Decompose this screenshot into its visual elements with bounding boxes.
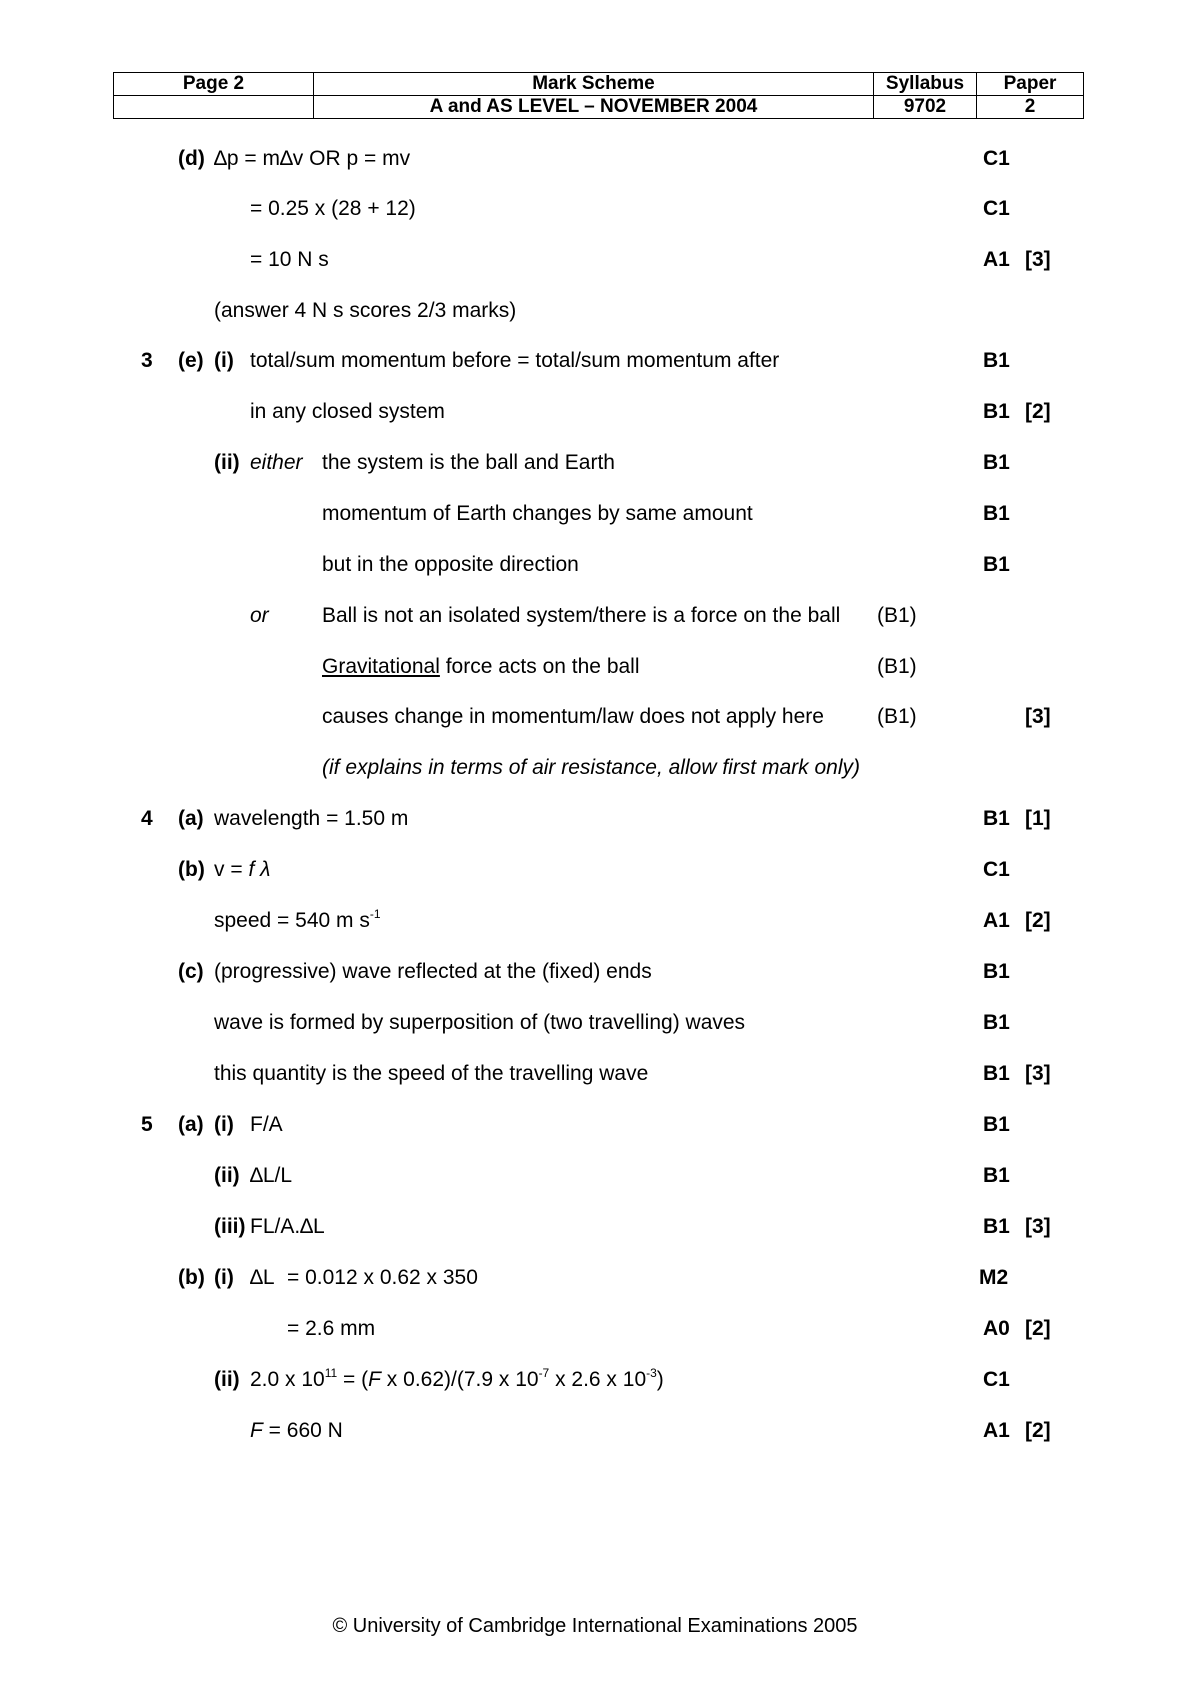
answer-text: v = [214,858,249,881]
question-number: 3 [141,349,153,372]
delta-l-symbol: ∆L [250,1266,275,1289]
subpart-label: (i) [214,1266,234,1289]
answer-line: F/A [250,1113,283,1136]
page-number: Page 2 [114,73,314,96]
subpart-label: (ii) [214,451,240,474]
part-label: (a) [178,1113,204,1136]
paper-label: Paper [977,73,1084,96]
answer-line: wavelength = 1.50 m [214,807,409,830]
total-mark: [2] [1025,1317,1051,1340]
mark: B1 [983,1215,1010,1238]
exponent: -3 [646,1366,657,1380]
mark: C1 [983,858,1010,881]
answer-line: = 0.012 x 0.62 x 350 [287,1266,478,1289]
wavelength-symbol: λ [260,858,271,881]
subpart-label: (ii) [214,1368,240,1391]
mark: A1 [983,248,1010,271]
mark: M2 [979,1266,1009,1289]
answer-line: the system is the ball and Earth [322,451,615,474]
answer-line: ∆L/L [250,1164,293,1187]
answer-line: causes change in momentum/law does not apply here [322,705,824,728]
question-number: 5 [141,1113,153,1136]
alt-mark: (B1) [877,604,917,627]
exponent: -7 [538,1366,550,1380]
answer-line: wave is formed by superposition of (two travelling) waves [214,1011,746,1034]
answer-text: speed = 540 m s [214,909,370,932]
answer-text: force acts on the ball [439,655,640,678]
answer-line: this quantity is the speed of the travelling wave [214,1062,649,1085]
force-symbol: F [250,1419,263,1442]
answer-line [214,908,381,934]
answer-line [322,654,640,680]
mark: B1 [983,1113,1010,1136]
answer-line: but in the opposite direction [322,553,579,576]
answer-text: 2.0 x 10 [250,1368,325,1391]
answer-line: = 0.25 x (28 + 12) [250,197,416,220]
mark: C1 [983,197,1010,220]
answer-text: = ( [337,1368,369,1391]
answer-line [214,857,270,883]
answer-text: = 660 N [262,1419,343,1442]
subpart-label: (ii) [214,1164,240,1187]
answer-line: in any closed system [250,400,445,423]
answer-line: total/sum momentum before = total/sum momentum after [250,349,780,372]
underlined-keyword: Gravitational [322,655,440,678]
answer-text: x 2.6 x 10 [549,1368,647,1391]
mark: C1 [983,147,1010,170]
mark: A1 [983,909,1010,932]
part-label: (d) [178,147,205,170]
syllabus-code: 9702 [874,96,977,119]
answer-text: ) [656,1368,664,1391]
marking-note: (answer 4 N s scores 2/3 marks) [214,299,517,322]
document-subtitle: A and AS LEVEL – NOVEMBER 2004 [314,96,874,119]
answer-line: momentum of Earth changes by same amount [322,502,753,525]
frequency-symbol: f [248,858,255,881]
total-mark: [1] [1025,807,1051,830]
marking-note: (if explains in terms of air resistance, allow first mark only) [322,756,860,779]
exponent: 11 [324,1366,338,1380]
total-mark: [2] [1025,400,1051,423]
total-mark: [3] [1025,1062,1051,1085]
mark: B1 [983,1011,1010,1034]
mark: C1 [983,1368,1010,1391]
syllabus-label: Syllabus [874,73,977,96]
paper-number: 2 [977,96,1084,119]
mark: A1 [983,1419,1010,1442]
part-label: (b) [178,1266,205,1289]
answer-line [250,1367,664,1393]
copyright-footer: © University of Cambridge International Examinations 2005 [332,1615,858,1637]
mark: B1 [983,502,1010,525]
total-mark: [2] [1025,909,1051,932]
part-label: (b) [178,858,205,881]
alt-mark: (B1) [877,655,917,678]
answer-line: = 10 N s [250,248,329,271]
document-title: Mark Scheme [314,73,874,96]
mark: B1 [983,807,1010,830]
part-label: (c) [178,960,204,983]
answer-text: x 0.62)/(7.9 x 10 [380,1368,539,1391]
subpart-label: (i) [214,349,234,372]
mark: B1 [983,960,1010,983]
alternative-label: either [250,451,303,474]
mark: B1 [983,349,1010,372]
force-symbol: F [368,1368,381,1391]
subpart-label: (iii) [214,1215,246,1238]
mark: A0 [983,1317,1010,1340]
answer-line: ∆p = m∆v OR p = mv [214,147,411,170]
answer-line [250,1418,343,1444]
header-table [113,72,1084,119]
question-number: 4 [141,807,153,830]
mark: B1 [983,451,1010,474]
mark: B1 [983,1164,1010,1187]
part-label: (e) [178,349,204,372]
exponent: -1 [369,907,381,921]
alternative-label: or [250,604,269,627]
answer-line: FL/A.∆L [250,1215,325,1238]
total-mark: [3] [1025,1215,1051,1238]
subpart-label: (i) [214,1113,234,1136]
mark: B1 [983,553,1010,576]
alt-mark: (B1) [877,705,917,728]
answer-line: = 2.6 mm [287,1317,376,1340]
mark: B1 [983,1062,1010,1085]
total-mark: [3] [1025,705,1051,728]
total-mark: [2] [1025,1419,1051,1442]
total-mark: [3] [1025,248,1051,271]
answer-line: (progressive) wave reflected at the (fixed) ends [214,960,652,983]
header-empty-cell [114,96,314,119]
answer-line: Ball is not an isolated system/there is a force on the ball [322,604,841,627]
mark: B1 [983,400,1010,423]
part-label: (a) [178,807,204,830]
